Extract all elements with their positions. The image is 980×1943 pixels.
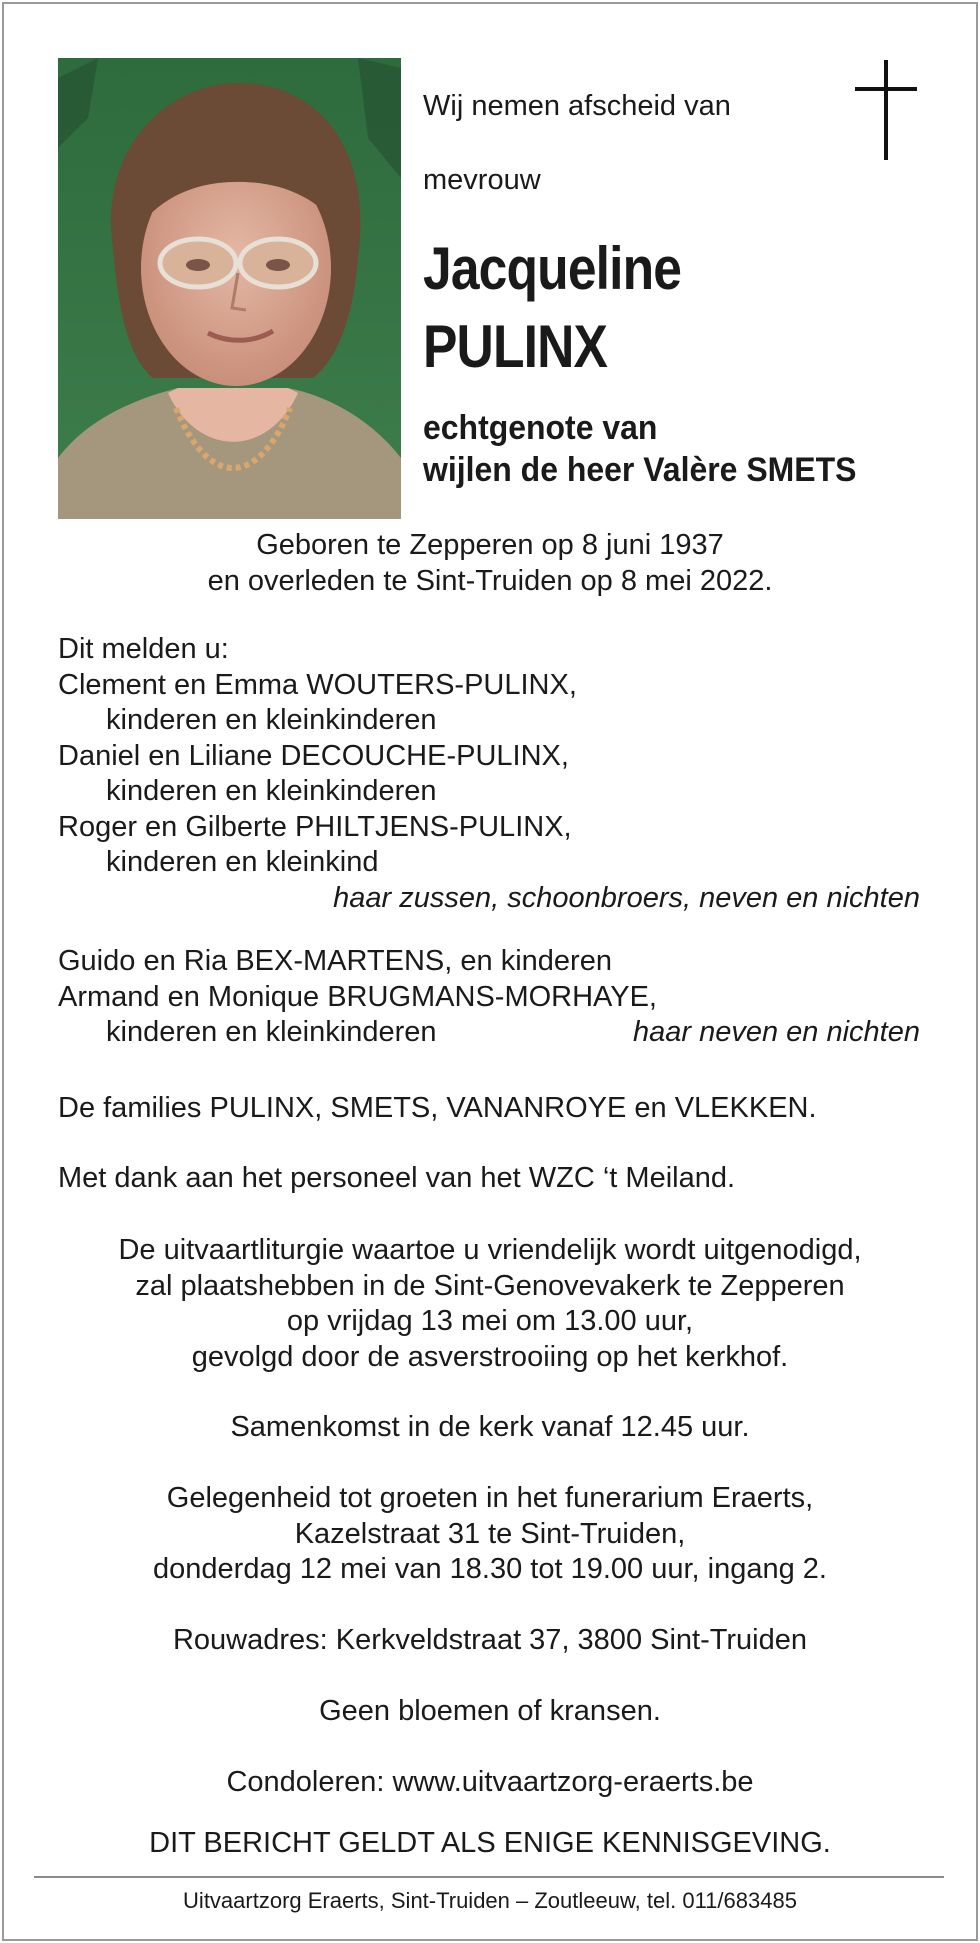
family-member-name: Clement en Emma WOUTERS-PULINX,	[58, 668, 577, 701]
visitation-line-2: Kazelstraat 31 te Sint-Truiden,	[294, 1517, 686, 1550]
siblings-line: haar zussen, schoonbroers, neven en nichten	[333, 881, 920, 914]
family-member-sub: kinderen en kleinkinderen	[106, 704, 437, 736]
footer-divider	[34, 1876, 944, 1878]
relatives-line-2: Armand en Monique BRUGMANS-MORHAYE,	[58, 980, 657, 1013]
deceased-name	[423, 230, 723, 386]
funeral-info	[0, 1233, 980, 1375]
last-name: PULINX	[423, 313, 608, 380]
funeral-line-4: gevolgd door de asverstrooiing op het kerkhof.	[191, 1340, 789, 1373]
thanks-line: Met dank aan het personeel van het WZC ‘t Meiland.	[58, 1162, 736, 1194]
birth-line: Geboren te Zepperen op 8 juni 1937	[256, 529, 724, 561]
first-name: Jacqueline	[423, 235, 682, 302]
family-member-sub: kinderen en kleinkind	[106, 846, 379, 878]
portrait-illustration	[58, 58, 401, 519]
notice-line: DIT BERICHT GELDT ALS ENIGE KENNISGEVING.	[149, 1827, 831, 1859]
visitation-line-3: donderdag 12 mei van 18.30 tot 19.00 uur, ingang 2.	[153, 1553, 827, 1585]
family-intro: Dit melden u:	[58, 633, 229, 665]
condolences-line: Condoleren: www.uitvaartzorg-eraerts.be	[226, 1766, 754, 1798]
death-line: en overleden te Sint-Truiden op 8 mei 2022.	[207, 565, 773, 597]
relatives-line-3-right: haar neven en nichten	[633, 1016, 920, 1048]
spouse-info	[423, 407, 884, 491]
no-flowers-line: Geen bloemen of kransen.	[319, 1695, 661, 1727]
spouse-line-1: echtgenote van	[423, 409, 658, 447]
gathering-line: Samenkomst in de kerk vanaf 12.45 uur.	[230, 1411, 750, 1443]
visitation-info	[0, 1481, 980, 1588]
relatives-line-3-left: kinderen en kleinkinderen	[106, 1016, 437, 1048]
cross-icon	[855, 60, 917, 160]
relatives-line-3	[58, 1015, 920, 1051]
funeral-line-2: zal plaatshebben in de Sint-Genovevakerk te Zepperen	[135, 1269, 845, 1302]
family-list	[58, 632, 920, 916]
relatives-list	[58, 944, 920, 1051]
portrait-photo	[58, 58, 401, 519]
relatives-line-1: Guido en Ria BEX-MARTENS, en kinderen	[58, 945, 612, 977]
funeral-line-3: op vrijdag 13 mei om 13.00 uur,	[286, 1305, 694, 1337]
family-member-sub: kinderen en kleinkinderen	[106, 775, 437, 807]
intro-line: Wij nemen afscheid van	[423, 90, 731, 122]
spouse-line-2: wijlen de heer Valère SMETS	[423, 451, 857, 489]
families-line: De families PULINX, SMETS, VANANROYE en VLEKKEN.	[58, 1092, 817, 1124]
life-dates	[0, 527, 980, 599]
address-line: Rouwadres: Kerkveldstraat 37, 3800 Sint-Truiden	[172, 1624, 808, 1656]
funeral-line-1: De uitvaartliturgie waartoe u vriendelijk wordt uitgenodigd,	[118, 1234, 862, 1266]
title-line: mevrouw	[423, 164, 541, 196]
family-member-name: Daniel en Liliane DECOUCHE-PULINX,	[58, 739, 569, 772]
footer-text: Uitvaartzorg Eraerts, Sint-Truiden – Zoutleeuw, tel. 011/683485	[183, 1888, 797, 1913]
family-member-name: Roger en Gilberte PHILTJENS-PULINX,	[58, 810, 572, 843]
visitation-line-1: Gelegenheid tot groeten in het funerarium Eraerts,	[166, 1482, 814, 1514]
